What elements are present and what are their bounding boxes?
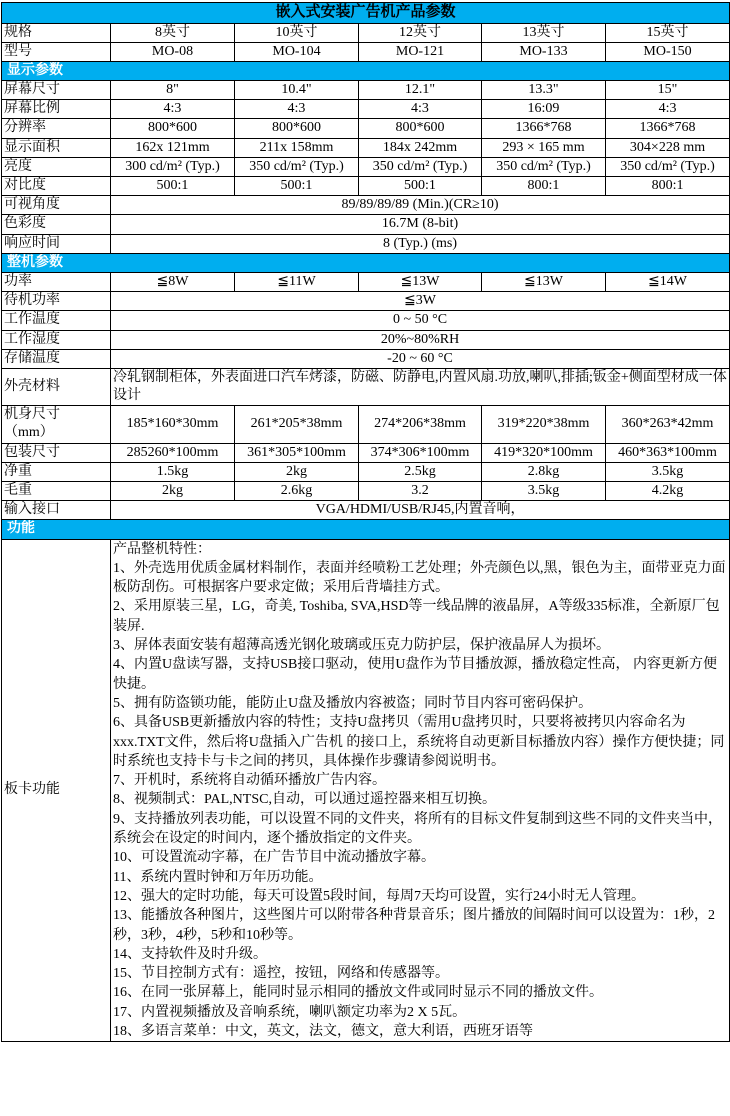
spec-label: 板卡功能 xyxy=(2,539,111,1042)
spec-value: 274*206*38mm xyxy=(359,406,482,443)
table-row xyxy=(2,311,730,330)
page-title: 嵌入式安装广告机产品参数 xyxy=(2,3,730,24)
table-row xyxy=(2,539,730,1042)
spec-value-span: 89/89/89/89 (Min.)(CR≥10) xyxy=(111,196,730,215)
table-row xyxy=(2,462,730,481)
product-spec-table xyxy=(1,2,730,1042)
spec-value: 350 cd/m² (Typ.) xyxy=(606,157,730,176)
table-row xyxy=(2,42,730,61)
section-header-row xyxy=(2,61,730,80)
feature-line: 12、强大的定时功能，每天可设置5段时间，每周7天均可设置，实行24小时无人管理。 xyxy=(113,888,645,904)
spec-value: 293 × 165 mm xyxy=(482,138,606,157)
spec-value-span: ≦3W xyxy=(111,292,730,311)
spec-label: 工作湿度 xyxy=(2,330,111,349)
feature-line: 17、内置视频播放及音响系统，喇叭额定功率为2 X 5瓦。 xyxy=(113,1004,467,1020)
feature-list-cell xyxy=(111,539,730,1042)
spec-value: ≦13W xyxy=(359,272,482,291)
spec-label: 亮度 xyxy=(2,157,111,176)
spec-value: 3.2 xyxy=(359,482,482,501)
table-row xyxy=(2,138,730,157)
spec-value: 1366*768 xyxy=(482,119,606,138)
spec-value: 10.4" xyxy=(235,81,359,100)
spec-value: 8" xyxy=(111,81,235,100)
spec-label: 输入接口 xyxy=(2,501,111,520)
spec-label: 型号 xyxy=(2,42,111,61)
spec-value: 4:3 xyxy=(111,100,235,119)
section-header-row xyxy=(2,520,730,539)
spec-value: MO-08 xyxy=(111,42,235,61)
spec-value: 350 cd/m² (Typ.) xyxy=(359,157,482,176)
feature-line: 13、能播放各种图片，这些图片可以附带各种背景音乐；图片播放的间隔时间可以设置为：1秒，2秒，3秒，4秒，5秒和10秒等。 xyxy=(113,908,715,943)
spec-label xyxy=(2,406,111,443)
feature-line: 3、屏体表面安装有超薄高透光钢化玻璃或压克力防护层，保护液晶屏人为损坏。 xyxy=(113,638,610,654)
table-title-row xyxy=(2,3,730,24)
section-header-label: 整机参数 xyxy=(2,253,730,272)
feature-line: 1、外壳选用优质金属材料制作，表面并经喷粉工艺处理；外壳颜色以,黑，银色为主，面带亚克力面板防刮伤。可根据客户要求定做；采用后背墙挂方式。 xyxy=(113,560,726,596)
spec-value: 500:1 xyxy=(111,177,235,196)
feature-line: 9、支持播放列表功能，可以设置不同的文件夹，将所有的目标文件复制到这些不同的文件夹当中，系统会在设定的时间内，逐个播放指定的文件夹。 xyxy=(113,811,722,847)
spec-value: 800*600 xyxy=(111,119,235,138)
table-row xyxy=(2,215,730,234)
spec-value-span: 16.7M (8-bit) xyxy=(111,215,730,234)
table-row xyxy=(2,406,730,443)
spec-value: 285260*100mm xyxy=(111,443,235,462)
spec-value-span: VGA/HDMI/USB/RJ45,内置音响， xyxy=(111,501,730,520)
spec-value: 15" xyxy=(606,81,730,100)
table-row xyxy=(2,234,730,253)
spec-value: 12.1" xyxy=(359,81,482,100)
spec-label: 功率 xyxy=(2,272,111,291)
feature-line: 11、系统内置时钟和万年历功能。 xyxy=(113,869,323,885)
spec-value: ≦11W xyxy=(235,272,359,291)
spec-value: 800*600 xyxy=(359,119,482,138)
spec-value-span: 20%~80%RH xyxy=(111,330,730,349)
spec-value: MO-121 xyxy=(359,42,482,61)
spec-label: 屏幕尺寸 xyxy=(2,81,111,100)
section-header-row xyxy=(2,253,730,272)
table-row xyxy=(2,330,730,349)
table-row xyxy=(2,177,730,196)
spec-value: 3.5kg xyxy=(482,482,606,501)
spec-value: 500:1 xyxy=(359,177,482,196)
spec-label: 色彩度 xyxy=(2,215,111,234)
spec-value: 350 cd/m² (Typ.) xyxy=(235,157,359,176)
table-row xyxy=(2,119,730,138)
section-header-label: 功能 xyxy=(2,520,730,539)
spec-value: 211x 158mm xyxy=(235,138,359,157)
feature-line: 产品整机特性： xyxy=(113,541,211,557)
spec-label: 工作温度 xyxy=(2,311,111,330)
spec-label: 待机功率 xyxy=(2,292,111,311)
feature-line: 6、具备USB更新播放内容的特性；支持U盘拷贝（需用U盘拷贝时，只要将被拷贝内容命名为xxx.TXT文件，然后将U盘插入广告机 的接口上，系统将自动更新目标播放内容）操作方便快捷；同时系统也支持卡与卡之间的拷贝，具体操作步骤请参阅说明书。 xyxy=(113,715,725,769)
spec-value-span: 8 (Typ.) (ms) xyxy=(111,234,730,253)
table-row xyxy=(2,368,730,405)
feature-line: 18、多语言菜单：中文，英文，法文，德文，意大利语，西班牙语等 xyxy=(113,1023,533,1039)
spec-value: 460*363*100mm xyxy=(606,443,730,462)
spec-value: 162x 121mm xyxy=(111,138,235,157)
spec-value: 2.5kg xyxy=(359,462,482,481)
spec-value: 800*600 xyxy=(235,119,359,138)
spec-label: 显示面积 xyxy=(2,138,111,157)
spec-value-span: 0 ~ 50 °C xyxy=(111,311,730,330)
table-row xyxy=(2,292,730,311)
table-row xyxy=(2,349,730,368)
spec-value: 2.6kg xyxy=(235,482,359,501)
spec-value: 184x 242mm xyxy=(359,138,482,157)
spec-value: 4.2kg xyxy=(606,482,730,501)
feature-line: 2、采用原装三星，LG，奇美, Toshiba, SVA,HSD等一线品牌的液晶屏，A等级335标准，全新原厂包装屏. xyxy=(113,599,720,634)
spec-label: 包装尺寸 xyxy=(2,443,111,462)
spec-label: 净重 xyxy=(2,462,111,481)
spec-value: 2kg xyxy=(111,482,235,501)
table-row xyxy=(2,100,730,119)
spec-value: 10英寸 xyxy=(235,23,359,42)
spec-value: MO-150 xyxy=(606,42,730,61)
table-row xyxy=(2,81,730,100)
feature-line: 7、开机时，系统将自动循环播放广告内容。 xyxy=(113,773,386,789)
table-row xyxy=(2,482,730,501)
spec-value: 8英寸 xyxy=(111,23,235,42)
table-row xyxy=(2,23,730,42)
spec-value: 500:1 xyxy=(235,177,359,196)
spec-value: ≦14W xyxy=(606,272,730,291)
feature-line: 4、内置U盘读写器，支持USB接口驱动，使用U盘作为节目播放源，播放稳定性高， 内容更新方便快捷。 xyxy=(113,657,717,692)
feature-line: 15、节目控制方式有：遥控，按钮，网络和传感器等。 xyxy=(113,966,449,982)
spec-label: 分辨率 xyxy=(2,119,111,138)
spec-value: 1366*768 xyxy=(606,119,730,138)
table-row xyxy=(2,501,730,520)
spec-value: 360*263*42mm xyxy=(606,406,730,443)
spec-label-line: （mm） xyxy=(4,425,54,441)
table-row xyxy=(2,196,730,215)
spec-value: 13英寸 xyxy=(482,23,606,42)
spec-value: 1.5kg xyxy=(111,462,235,481)
spec-value: 3.5kg xyxy=(606,462,730,481)
spec-value: 2.8kg xyxy=(482,462,606,481)
spec-value: 374*306*100mm xyxy=(359,443,482,462)
spec-value: 13.3" xyxy=(482,81,606,100)
spec-value: ≦8W xyxy=(111,272,235,291)
spec-value: 319*220*38mm xyxy=(482,406,606,443)
spec-label: 存储温度 xyxy=(2,349,111,368)
spec-value: 4:3 xyxy=(235,100,359,119)
spec-value: 304×228 mm xyxy=(606,138,730,157)
spec-label: 毛重 xyxy=(2,482,111,501)
spec-value: MO-133 xyxy=(482,42,606,61)
feature-line: 16、在同一张屏幕上，能同时显示相同的播放文件或同时显示不同的播放文件。 xyxy=(113,985,603,1001)
spec-value: 2kg xyxy=(235,462,359,481)
spec-value: 350 cd/m² (Typ.) xyxy=(482,157,606,176)
spec-value: 361*305*100mm xyxy=(235,443,359,462)
table-row xyxy=(2,272,730,291)
feature-line: 5、拥有防盗锁功能，能防止U盘及播放内容被盗；同时节目内容可密码保护。 xyxy=(113,695,593,711)
spec-value: 419*320*100mm xyxy=(482,443,606,462)
feature-line: 14、支持软件及时升级。 xyxy=(113,946,267,962)
feature-line: 10、可设置流动字幕，在广告节目中流动播放字幕。 xyxy=(113,850,435,866)
spec-label: 对比度 xyxy=(2,177,111,196)
spec-label-line: 机身尺寸 xyxy=(4,407,60,423)
spec-label: 响应时间 xyxy=(2,234,111,253)
section-header-label: 显示参数 xyxy=(2,61,730,80)
spec-value: MO-104 xyxy=(235,42,359,61)
spec-value: 16:09 xyxy=(482,100,606,119)
spec-label: 可视角度 xyxy=(2,196,111,215)
spec-value-span: 冷轧钢制柜体，外表面进口汽车烤漆，防磁、防静电,内置风扇.功放,喇叭,排插;钣金+侧面型材成一体设计 xyxy=(111,368,730,405)
spec-label: 屏幕比例 xyxy=(2,100,111,119)
spec-value: 800:1 xyxy=(482,177,606,196)
spec-value: 261*205*38mm xyxy=(235,406,359,443)
spec-value: 185*160*30mm xyxy=(111,406,235,443)
table-row xyxy=(2,443,730,462)
spec-value: 300 cd/m² (Typ.) xyxy=(111,157,235,176)
spec-label: 规格 xyxy=(2,23,111,42)
feature-line: 8、视频制式：PAL,NTSC,自动，可以通过遥控器来相互切换。 xyxy=(113,792,496,808)
spec-value: 4:3 xyxy=(606,100,730,119)
table-row xyxy=(2,157,730,176)
spec-value: 12英寸 xyxy=(359,23,482,42)
spec-value-span: -20 ~ 60 °C xyxy=(111,349,730,368)
spec-value: 800:1 xyxy=(606,177,730,196)
spec-label: 外壳材料 xyxy=(2,368,111,405)
spec-value: 4:3 xyxy=(359,100,482,119)
spec-value: 15英寸 xyxy=(606,23,730,42)
spec-table-body xyxy=(2,23,730,1042)
spec-value: ≦13W xyxy=(482,272,606,291)
